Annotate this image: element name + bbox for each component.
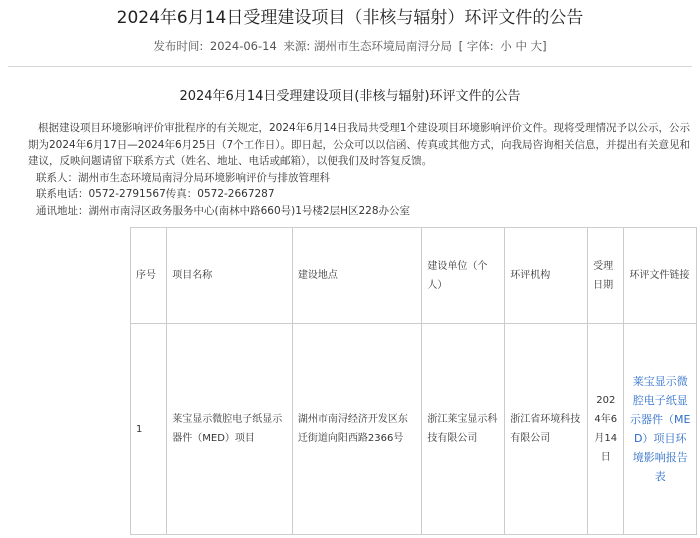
cell-location: 湖州市南浔经济开发区东迁街道向阳西路2366号 (292, 324, 422, 535)
article-title: 2024年6月14日受理建设项目(非核与辐射)环评文件的公告 (179, 89, 521, 104)
header-index: 序号 (131, 228, 167, 324)
header-name: 项目名称 (167, 228, 293, 324)
article-meta (0, 38, 700, 54)
header-divider (8, 66, 692, 67)
table-row (131, 324, 697, 535)
report-link[interactable]: 莱宝显示微腔电子纸显示器件（MED）项目环境影响报告表 (624, 324, 697, 535)
source-name: 湖州市生态环境局南浔分局 (313, 39, 452, 53)
page-title: 2024年6月14日受理建设项目（非核与辐射）环评文件的公告 (116, 8, 584, 28)
published-date: 2024-06-14 (209, 39, 277, 53)
table-header-row (131, 228, 697, 324)
source-label: 来源: (283, 39, 311, 53)
header-location: 建设地点 (292, 228, 422, 324)
header-date: 受理日期 (588, 228, 624, 324)
font-size-label: [ 字体: (458, 39, 494, 53)
font-size-large-button[interactable]: 大] (530, 39, 547, 53)
font-size-medium-button[interactable]: 中 (515, 39, 527, 53)
font-size-small-button[interactable]: 小 (500, 39, 512, 53)
header-link: 环评文件链接 (624, 228, 697, 324)
project-table (130, 227, 697, 535)
cell-index: 1 (131, 324, 167, 535)
article-body (28, 120, 692, 219)
contact-address: 通讯地址：湖州市南浔区政务服务中心(南林中路660号)1号楼2层H区228办公室 (36, 204, 411, 217)
published-label: 发布时间: (153, 39, 204, 53)
contact-person: 联系人：湖州市生态环境局南浔分局环境影响评价与排放管理科 (36, 171, 330, 184)
cell-date: 2024年6月14日 (588, 324, 624, 535)
cell-unit: 浙江莱宝显示科技有限公司 (422, 324, 505, 535)
intro-paragraph: 根据建设项目环境影响评价审批程序的有关规定，2024年6月14日我局共受理1个建设项目环境影响评价文件。现将受理情况予以公示，公示期为2024年6月17日—2024年6月25日（7个工作日）。即日起，公众可以以信函、传真或其他方式，向我局咨询相关信息，并提出有关意见和建议，反映问题请留下联系方式（姓名、地址、电话或邮箱），以便我们及时答复反馈。 (28, 122, 690, 167)
contact-phone: 联系电话：0572-2791567传真：0572-2667287 (36, 188, 275, 200)
cell-agency: 浙江省环境科技有限公司 (505, 324, 588, 535)
cell-project-name: 莱宝显示微腔电子纸显示器件（MED）项目 (167, 324, 293, 535)
header-unit: 建设单位（个人） (422, 228, 505, 324)
header-agency: 环评机构 (505, 228, 588, 324)
